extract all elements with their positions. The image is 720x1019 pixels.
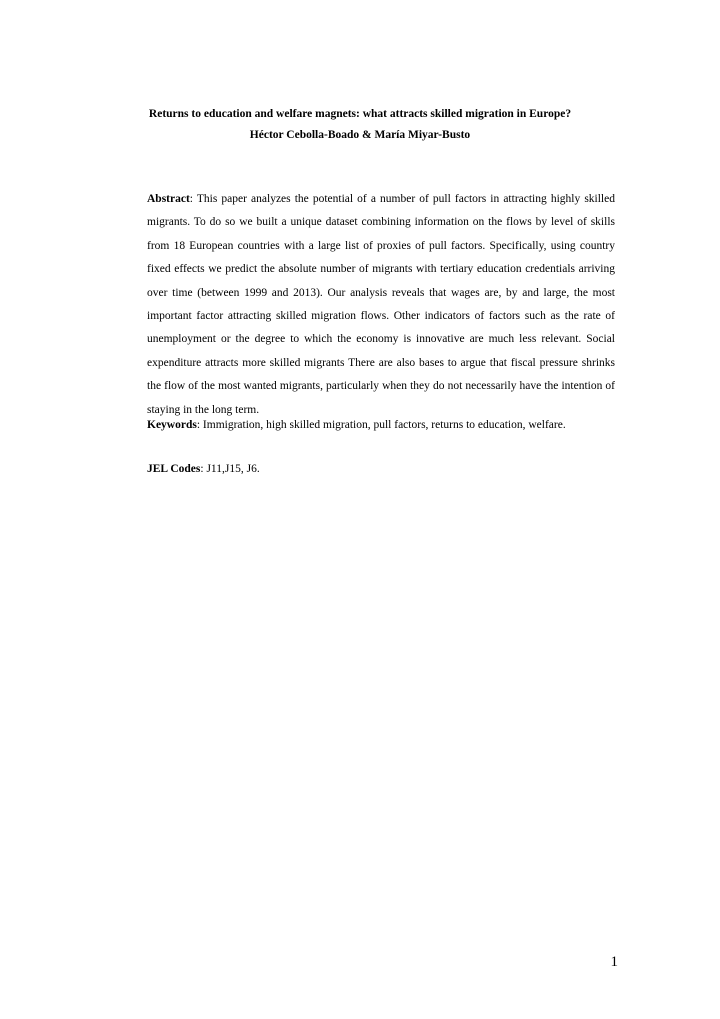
jel-codes-text: J11,J15, J6. — [206, 463, 260, 475]
keywords-text: Immigration, high skilled migration, pull factors, returns to education, welfare. — [202, 419, 566, 431]
jel-codes-separator: : — [200, 463, 207, 475]
keywords-label: Keywords — [147, 419, 197, 431]
abstract-section — [147, 188, 615, 422]
page-number: 1 — [610, 954, 618, 970]
abstract-separator: : — [189, 193, 197, 205]
jel-codes-label: JEL Codes — [147, 463, 201, 475]
jel-codes-section — [147, 461, 615, 477]
keywords-separator: : — [196, 419, 203, 431]
paper-authors: Héctor Cebolla-Boado & María Miyar-Busto — [249, 129, 471, 141]
paper-title: Returns to education and welfare magnets: what attracts skilled migration in Europe? — [148, 108, 572, 120]
abstract-text: This paper analyzes the potential of a number of pull factors in attracting highly skilled migrants. To do so we built a unique dataset combining information on the flows by level of skills from 18 European countries with a large list of proxies of pull factors. Specifically, using country fixed effects we predict the absolute number of migrants with tertiary education credentials arriving over time (between 1999 and 2013). Our analysis reveals that wages are, by and large, the most important factor attracting skilled migration flows. Other indicators of factors such as the rate of unemployment or the degree to which the economy is innovative are much less relevant. Social expenditure attracts more skilled migrants There are also bases to argue that fiscal pressure shrinks the flow of the most wanted migrants, particularly when they do not necessarily have the intention of staying in the long term. — [147, 193, 615, 416]
keywords-section — [147, 417, 615, 433]
abstract-label: Abstract — [147, 193, 190, 205]
